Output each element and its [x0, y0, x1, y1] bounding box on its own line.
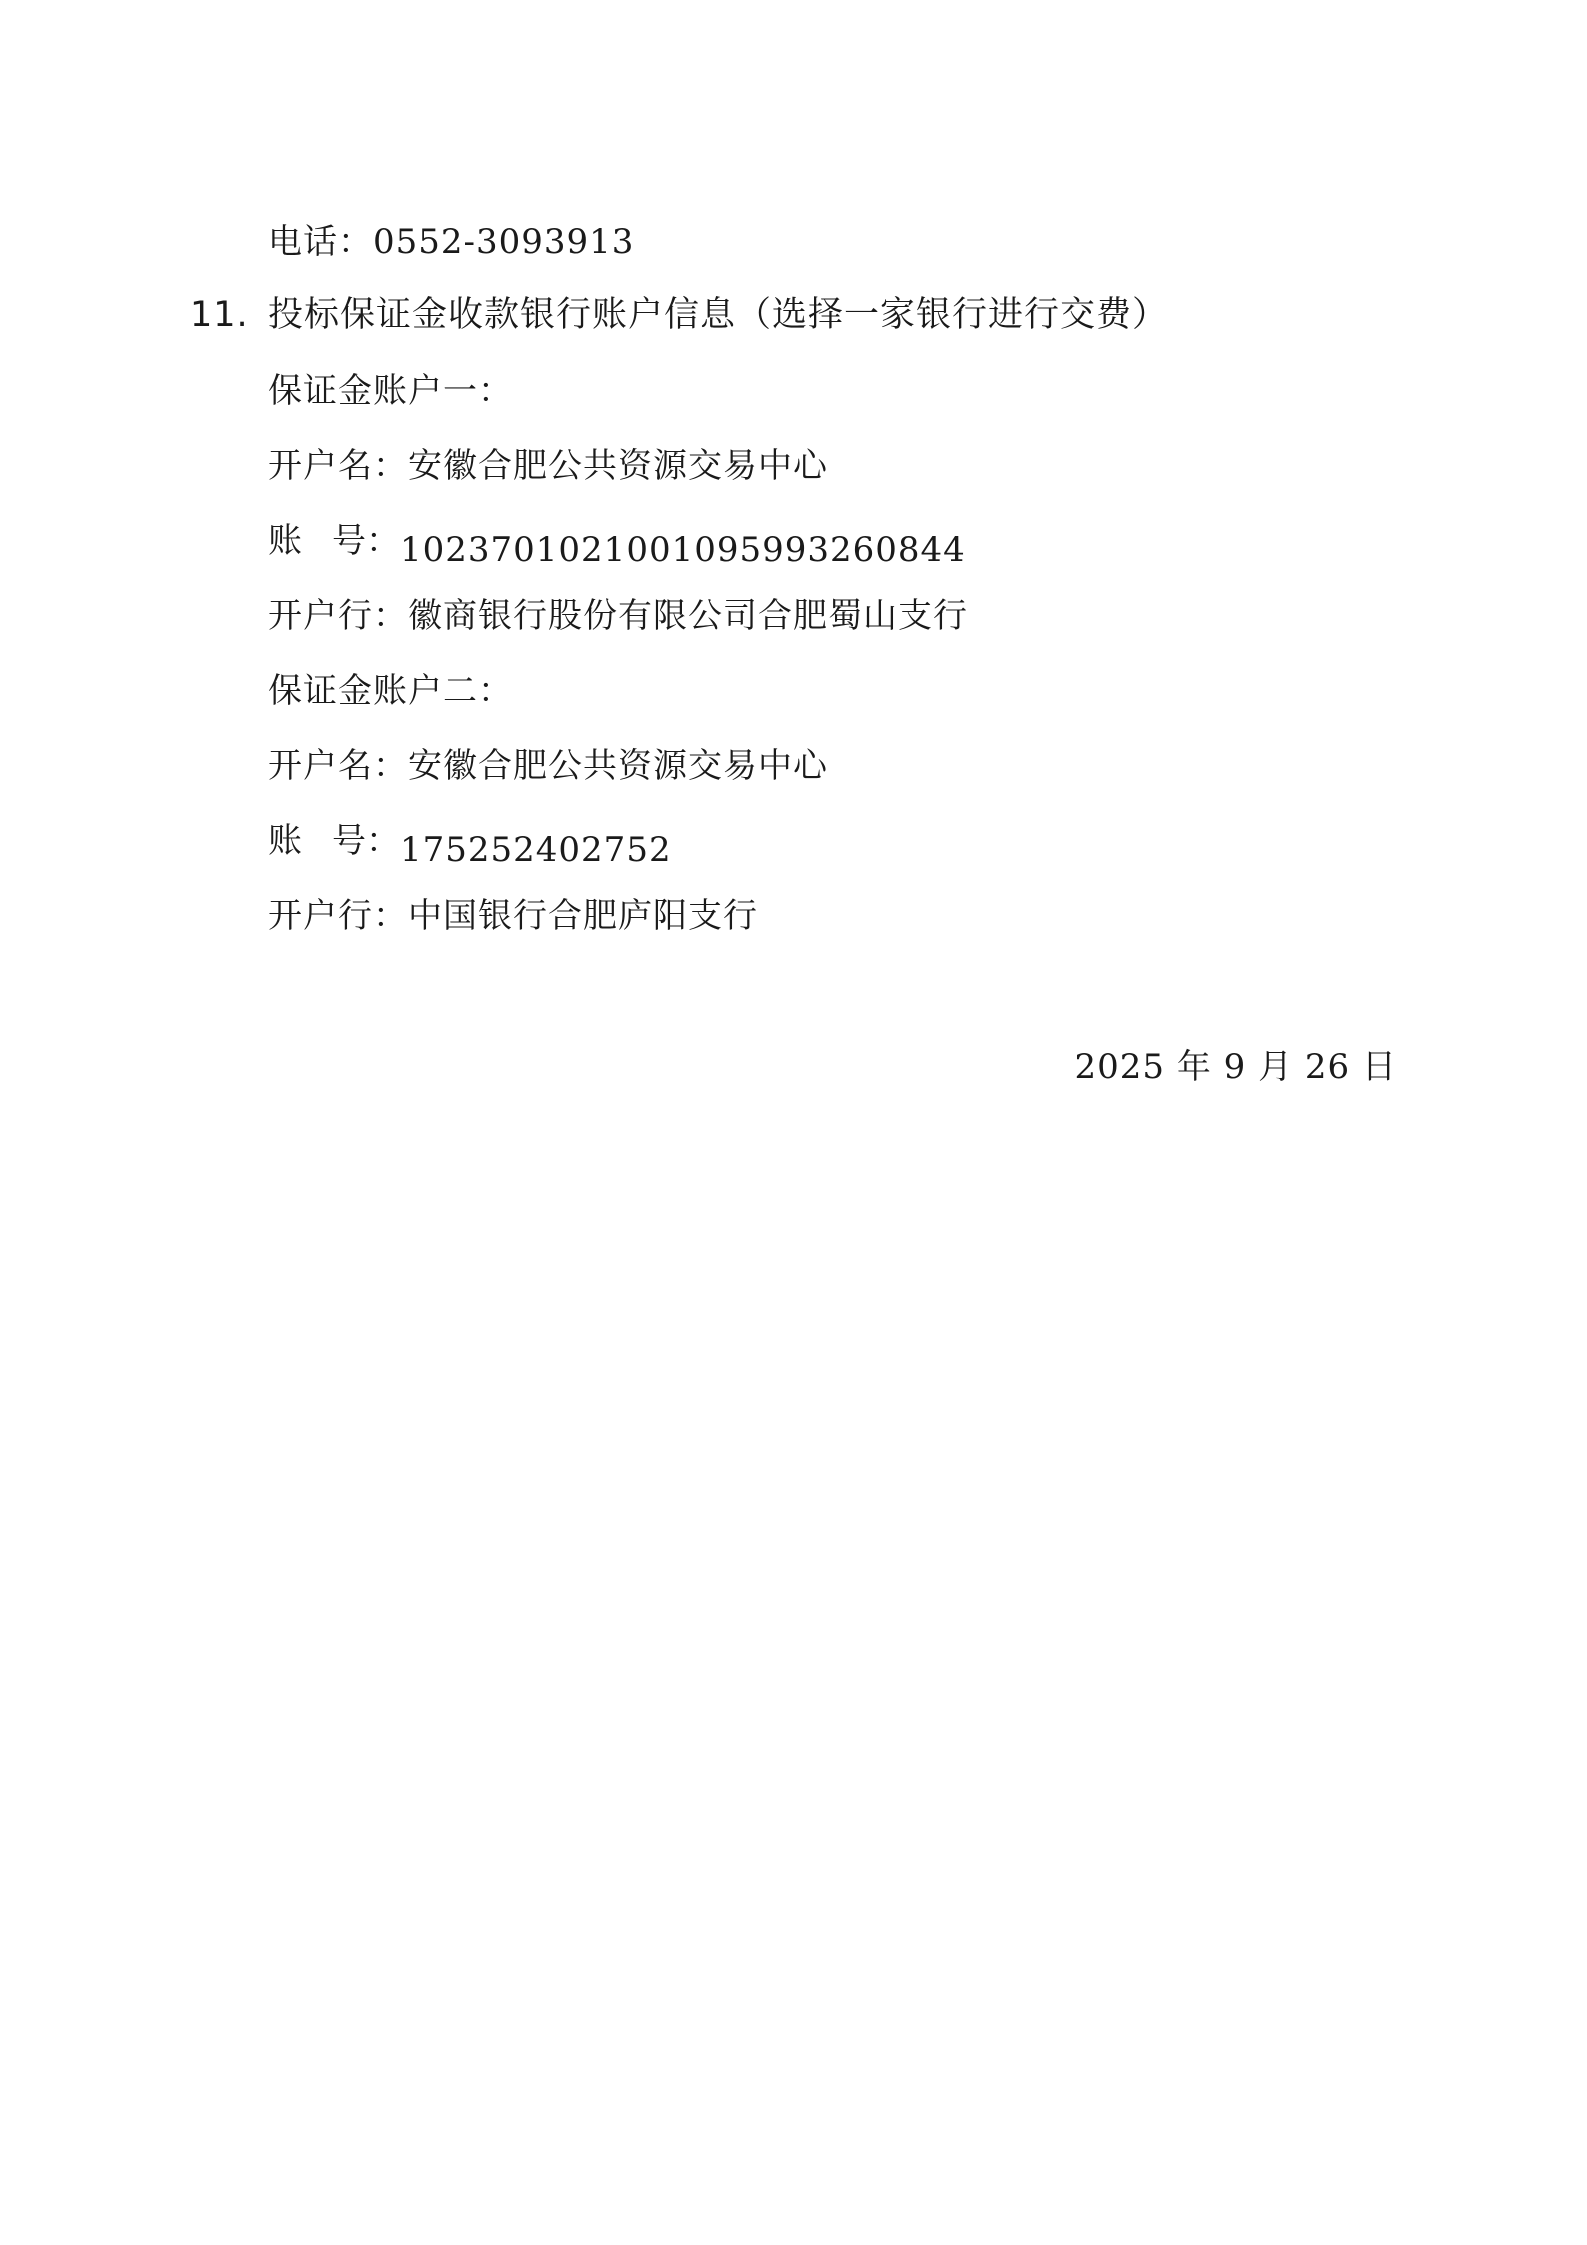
account-number-label: 账 号： — [268, 521, 400, 561]
bank-label: 开户行： — [268, 596, 408, 636]
bank-label: 开户行： — [268, 896, 408, 936]
account-1-name-line — [268, 446, 828, 486]
phone-label: 电话： — [268, 222, 373, 262]
account-name-label: 开户名： — [268, 446, 408, 486]
account-2-bank-line — [268, 896, 758, 936]
account-number-value: 1023701021001095993260844 — [400, 530, 966, 570]
section-heading — [190, 295, 1168, 335]
account-number-label: 账 号： — [268, 821, 400, 861]
section-title: 投标保证金收款银行账户信息（选择一家银行进行交费） — [268, 295, 1169, 335]
account-2-heading: 保证金账户二： — [268, 671, 513, 711]
phone-value: 0552-3093913 — [373, 222, 635, 262]
account-2-number-line — [268, 821, 672, 870]
bank-value: 徽商银行股份有限公司合肥蜀山支行 — [408, 596, 968, 636]
account-number-value: 175252402752 — [400, 830, 672, 870]
account-name-value: 安徽合肥公共资源交易中心 — [408, 746, 828, 786]
account-name-label: 开户名： — [268, 746, 408, 786]
account-name-value: 安徽合肥公共资源交易中心 — [408, 446, 828, 486]
bank-value: 中国银行合肥庐阳支行 — [408, 896, 758, 936]
section-number: 11. — [190, 295, 249, 335]
account-1-number-line — [268, 521, 966, 570]
account-1-bank-line — [268, 596, 968, 636]
account-1-heading: 保证金账户一： — [268, 371, 513, 411]
account-2-name-line — [268, 746, 828, 786]
document-date: 2025 年 9 月 26 日 — [1074, 1047, 1397, 1087]
contact-phone-line — [268, 222, 634, 262]
